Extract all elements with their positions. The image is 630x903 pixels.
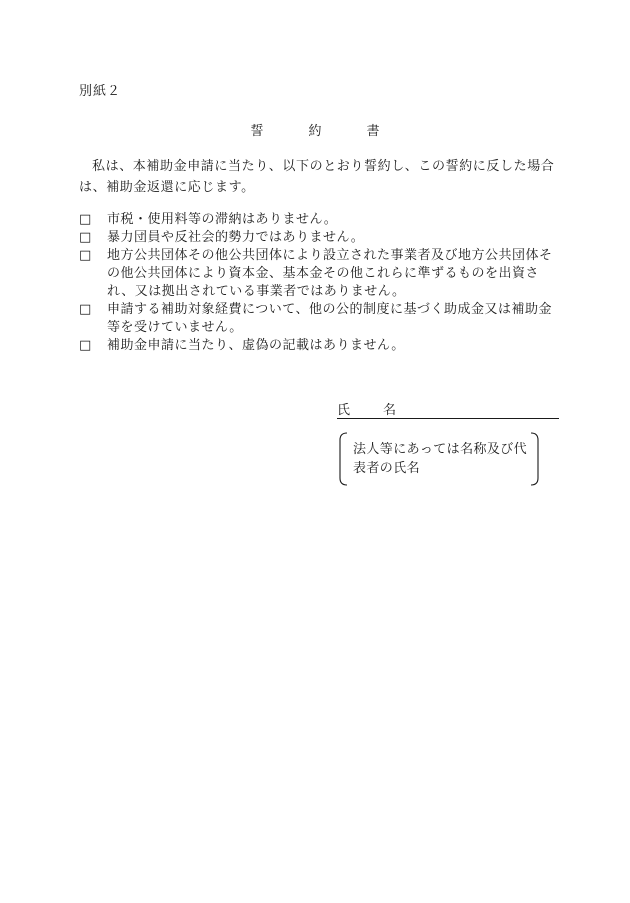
signature-note: [339, 432, 539, 486]
signature-note-text: 法人等にあっては名称及び代表者の氏名: [353, 442, 528, 476]
checkbox-icon: □: [79, 230, 92, 245]
intro-paragraph: 私は、本補助金申請に当たり、以下のとおり誓約し、この誓約に反した場合は、補助金返還に応じます。: [79, 159, 555, 195]
pledge-item: [79, 229, 563, 247]
checkbox-icon: □: [79, 212, 92, 227]
checkbox-icon: □: [79, 248, 92, 263]
pledge-item-text: 市税・使用料等の滞納はありません。: [107, 212, 338, 227]
pledge-item: [79, 211, 563, 229]
pledge-item-text: 地方公共団体その他公共団体により設立された事業者及び地方公共団体その他公共団体により資本金、基本金その他これらに準ずるものを出資され、又は拠出されている事業者ではありません。: [107, 248, 553, 299]
signature-line: [337, 403, 559, 419]
pledge-item-text: 暴力団員や反社会的勢力ではありません。: [107, 230, 365, 245]
document-title: 誓 約 書: [250, 124, 396, 139]
attachment-label: 別紙２: [79, 84, 122, 99]
checkbox-icon: □: [79, 302, 92, 317]
pledge-item-text: 補助金申請に当たり、虚偽の記載はありません。: [107, 338, 405, 353]
pledge-item: [79, 301, 563, 337]
signature-label: 氏 名: [337, 403, 407, 418]
checkbox-icon: □: [79, 338, 92, 353]
pledge-item: [79, 337, 563, 355]
pledge-item-text: 申請する補助対象経費について、他の公的制度に基づく助成金又は補助金等を受けていません。: [107, 302, 552, 335]
pledge-item: [79, 247, 563, 301]
pledge-checklist: [79, 211, 563, 355]
